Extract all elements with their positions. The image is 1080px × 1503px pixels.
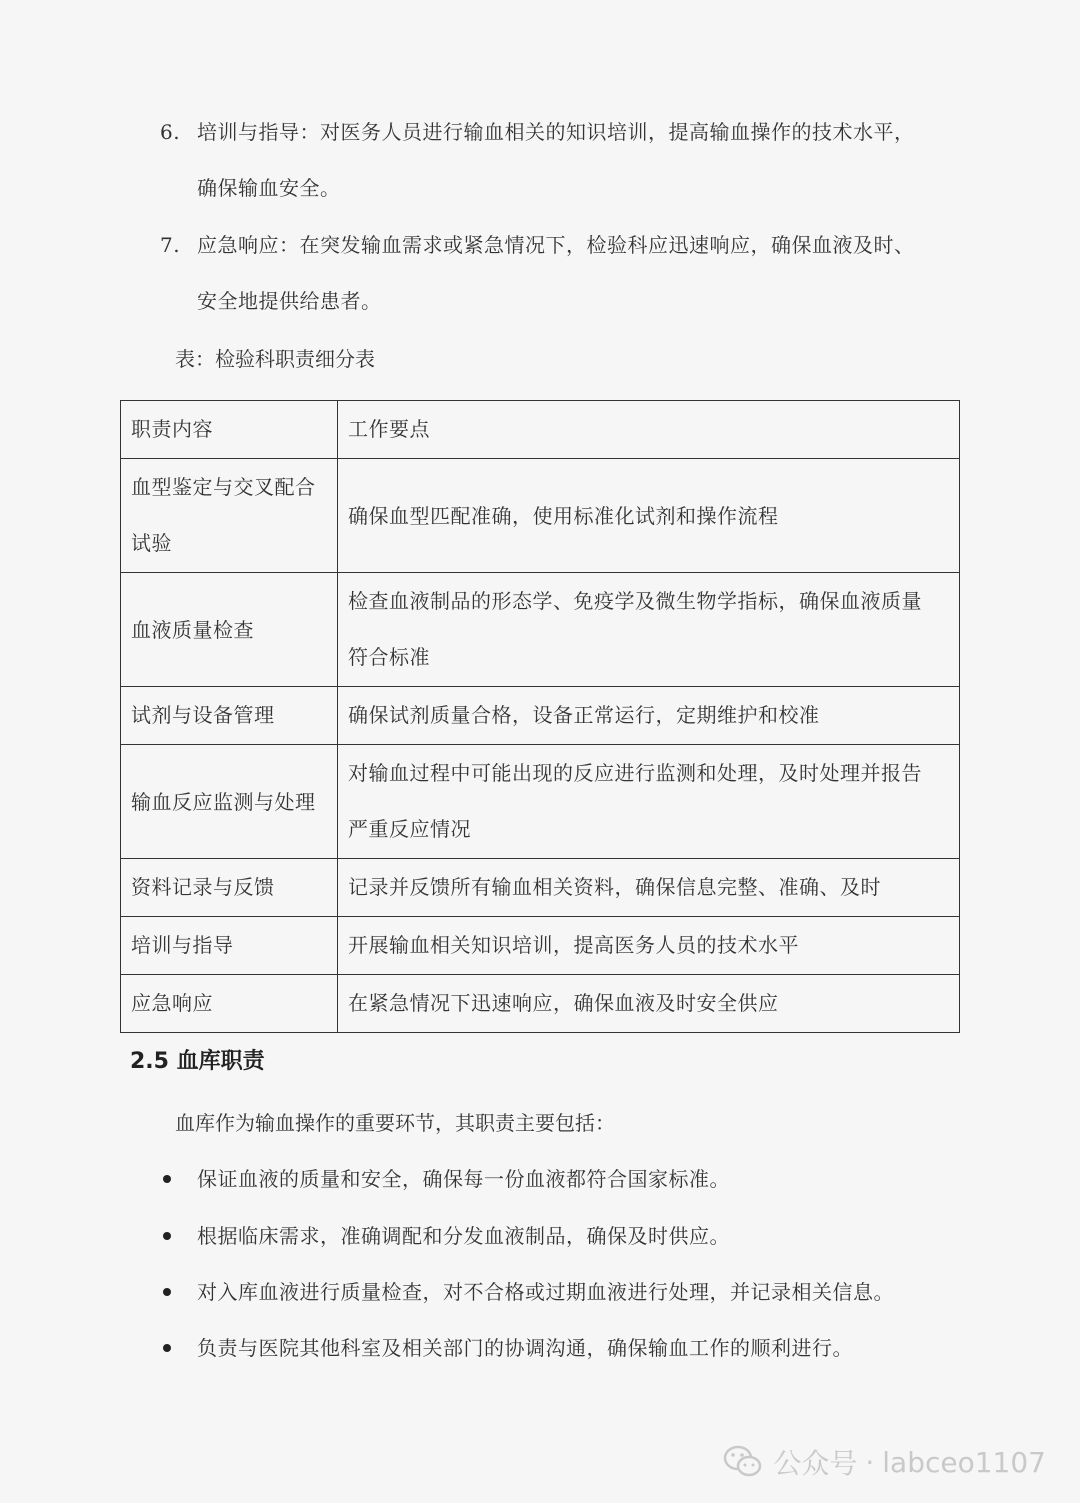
watermark-label: 公众号	[773, 1447, 858, 1480]
cell-line: 检查血液制品的形态学、免疫学及微生物学指标，确保血液质量	[348, 589, 922, 613]
cell-line: 确保血型匹配准确，使用标准化试剂和操作流程	[348, 503, 779, 528]
cell-line: 开展输血相关知识培训，提高医务人员的技术水平	[348, 933, 799, 957]
table-header-row	[121, 401, 960, 459]
bullet-item	[160, 1208, 980, 1264]
item-text-line: 安全地提供给患者。	[197, 289, 382, 313]
points-cell	[338, 859, 960, 917]
table-row	[121, 459, 960, 573]
item-number: 6.	[160, 120, 181, 144]
watermark-separator: ·	[865, 1445, 875, 1479]
points-cell	[338, 687, 960, 745]
bullet-text: 保证血液的质量和安全，确保每一份血液都符合国家标准。	[197, 1167, 730, 1191]
bullet-item	[160, 1320, 980, 1376]
cell-line: 资料记录与反馈	[131, 875, 275, 899]
duty-table	[120, 400, 960, 1033]
cell-line: 在紧急情况下迅速响应，确保血液及时安全供应	[348, 991, 779, 1015]
table-caption: 表：检验科职责细分表	[175, 347, 375, 371]
points-cell	[338, 745, 960, 859]
table-row	[121, 917, 960, 975]
duty-cell	[121, 687, 338, 745]
cell-line: 记录并反馈所有输血相关资料，确保信息完整、准确、及时	[348, 875, 881, 899]
cell-line: 血液质量检查	[131, 617, 254, 642]
points-cell	[338, 459, 960, 573]
table-row	[121, 859, 960, 917]
bullet-item	[160, 1264, 980, 1320]
table-header-cell: 职责内容	[121, 401, 338, 459]
table-row	[121, 745, 960, 859]
cell-line: 对输血过程中可能出现的反应进行监测和处理，及时处理并报告	[348, 761, 922, 785]
cell-line: 血型鉴定与交叉配合	[131, 475, 316, 499]
section-intro: 血库作为输血操作的重要环节，其职责主要包括：	[175, 1111, 615, 1135]
watermark	[723, 1437, 1046, 1487]
cell-line: 确保试剂质量合格，设备正常运行，定期维护和校准	[348, 703, 820, 727]
cell-line: 应急响应	[131, 991, 213, 1015]
duty-cell	[121, 745, 338, 859]
bullet-item	[160, 1151, 980, 1207]
numbered-item-6	[160, 104, 960, 216]
cell-line: 符合标准	[348, 645, 430, 669]
duty-cell	[121, 859, 338, 917]
wechat-icon	[723, 1444, 763, 1480]
section-heading: 2.5 血库职责	[130, 1049, 265, 1074]
table-row	[121, 573, 960, 687]
cell-line: 严重反应情况	[348, 817, 471, 841]
bullet-dot-icon	[163, 1344, 171, 1352]
duty-cell	[121, 573, 338, 687]
cell-line: 培训与指导	[131, 933, 234, 957]
table-header-cell: 工作要点	[338, 401, 960, 459]
table-row	[121, 687, 960, 745]
points-cell	[338, 917, 960, 975]
bullet-text: 对入库血液进行质量检查，对不合格或过期血液进行处理，并记录相关信息。	[197, 1280, 894, 1304]
duty-cell	[121, 459, 338, 573]
cell-line: 试验	[131, 531, 172, 555]
item-number: 7.	[160, 233, 181, 257]
numbered-item-7	[160, 217, 960, 329]
duty-cell	[121, 975, 338, 1033]
item-text-line: 培训与指导：对医务人员进行输血相关的知识培训，提高输血操作的技术水平，	[197, 120, 915, 144]
bullet-dot-icon	[163, 1232, 171, 1240]
bullet-text: 负责与医院其他科室及相关部门的协调沟通，确保输血工作的顺利进行。	[197, 1336, 853, 1360]
item-text-line: 确保输血安全。	[197, 176, 341, 200]
points-cell	[338, 573, 960, 687]
cell-line: 输血反应监测与处理	[131, 789, 316, 814]
cell-line: 试剂与设备管理	[131, 703, 275, 727]
duty-cell	[121, 917, 338, 975]
item-text-line: 应急响应：在突发输血需求或紧急情况下，检验科应迅速响应，确保血液及时、	[197, 233, 915, 257]
bullet-text: 根据临床需求，准确调配和分发血液制品，确保及时供应。	[197, 1224, 730, 1248]
watermark-account: labceo1107	[882, 1445, 1046, 1479]
bullet-dot-icon	[163, 1175, 171, 1183]
table-row	[121, 975, 960, 1033]
bullet-dot-icon	[163, 1288, 171, 1296]
points-cell	[338, 975, 960, 1033]
